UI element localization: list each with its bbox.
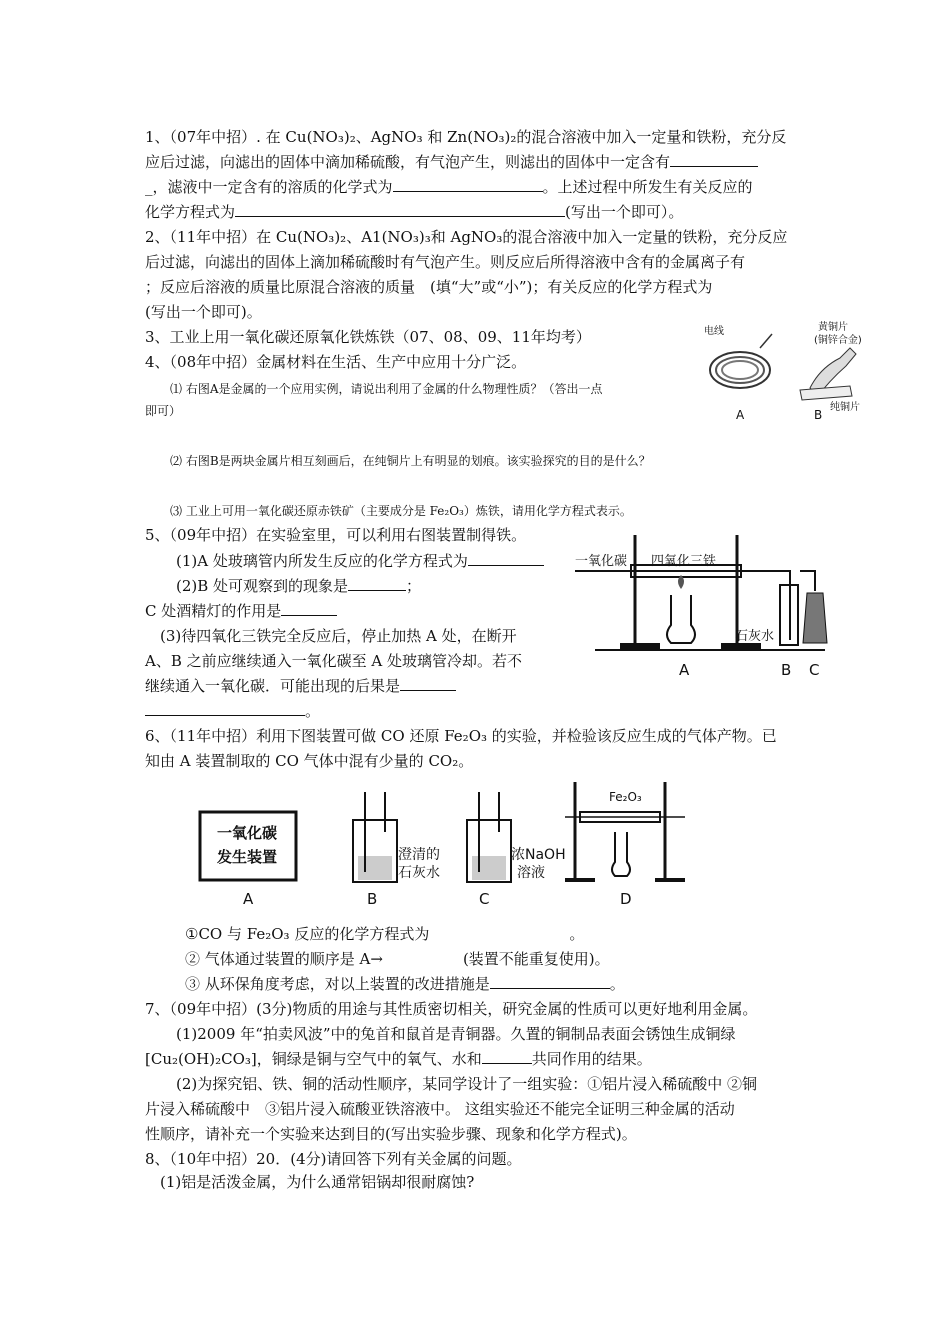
q6-line-1: 6、（11年中招）利用下图装置可做 CO 还原 Fe₂O₃ 的实验，并检验该反应生成的气体产物。已 (145, 727, 777, 745)
q4-sub-3: ⑶ 工业上可用一氧化碳还原赤铁矿（主要成分是 Fe₂O₃）炼铁，请用化学方程式表示。 (170, 504, 632, 518)
q5-line-3 (176, 575, 421, 597)
q1-line-1: 1、（07年中招）. 在 Cu(NO₃)₂、AgNO₃ 和 Zn(NO₃)₂的混合溶液中加入一定量和铁粉，充分反 (145, 128, 787, 146)
caption-c: C (479, 890, 490, 908)
q5-text: C 处酒精灯的作用是 (145, 602, 282, 620)
q2-line-3: ；反应后溶液的质量比原混合溶液的质量 (填“大”或“小”)；有关反应的化学方程式为 (145, 278, 713, 296)
q2-line-2: 后过滤，向滤出的固体上滴加稀硫酸时有气泡产生。则反应后所得溶液中含有的金属离子有 (145, 253, 746, 271)
q7-blank-1[interactable] (482, 1049, 532, 1064)
naoh-line1: 浓NaOH (511, 847, 566, 863)
q1-text: _，滤液中一定含有的溶质的化学式为 (145, 178, 393, 196)
q1-blank-3[interactable] (235, 202, 565, 217)
q5-line-4 (145, 600, 337, 622)
q5-line-1: 5、（09年中招）在实验室里，可以利用右图装置制得铁。 (145, 526, 527, 544)
q5-text: (1)A 处玻璃管内所发生反应的化学方程式为 (176, 552, 468, 570)
box-a-line2: 发生装置 (217, 848, 278, 866)
q1-text: 化学方程式为 (145, 203, 236, 221)
q4-sub-1-cont: 即可） (145, 404, 182, 418)
q7-line-4: (2)为探究铝、铁、铜的活动性顺序，某同学设计了一组实验：①铝片浸入稀硫酸中 ②铜 (176, 1075, 758, 1093)
q6-blank-3[interactable] (490, 974, 610, 989)
naoh-line2: 溶液 (517, 865, 545, 881)
q7-line-2: (1)2009 年“拍卖风波”中的兔首和鼠首是青铜器。久置的铜制品表面会锈蚀生成铜绿 (176, 1025, 736, 1043)
q3-line-1: 3、工业上用一氧化碳还原氧化铁炼铁（07、08、09、11年均考） (145, 328, 591, 346)
q6-text: (装置不能重复使用)。 (462, 950, 610, 968)
q1-text: 。上述过程中所发生有关反应的 (542, 178, 753, 196)
caption-c: C (809, 661, 820, 679)
figure-caption-b: B (814, 408, 823, 422)
q5-blank-4[interactable] (400, 676, 456, 691)
q5-text: (2)B 处可观察到的现象是 (176, 577, 349, 595)
q1-line-3 (145, 176, 753, 198)
q7-line-6: 性顺序，请补充一个实验来达到目的(写出实验步骤、现象和化学方程式)。 (145, 1125, 637, 1143)
co-label: 一氧化碳 (575, 554, 628, 569)
q6-answer-2 (185, 948, 610, 970)
q7-line-1: 7、（09年中招）(3分)物质的用途与其性质密切相关，研究金属的性质可以更好地利用金属。 (145, 1000, 758, 1018)
limewater-label: 石灰水 (735, 629, 775, 644)
caption-a: A (243, 890, 254, 908)
q5-line-2 (176, 550, 544, 572)
q6-text: ② 气体通过装置的顺序是 A→ (185, 950, 383, 968)
caption-b: B (781, 661, 792, 679)
q4-sub-1: ⑴ 右图A是金属的一个应用实例，请说出利用了金属的什么物理性质？（答出一点 (170, 382, 603, 396)
figure-caption-a: A (736, 408, 745, 422)
q2-line-1: 2、（11年中招）在 Cu(NO₃)₂、A1(NO₃)₃和 AgNO₃的混合溶液中加入一定量的铁粉，充分反应 (145, 228, 788, 246)
q5-apparatus-figure (575, 525, 840, 685)
limewater-line1: 澄清的 (398, 847, 440, 863)
q8-line-2: (1)铝是活泼金属，为什么通常铝锅却很耐腐蚀? (160, 1173, 475, 1191)
iron-reduction-apparatus (575, 525, 840, 685)
q1-text: (写出一个即可）。 (565, 203, 684, 221)
q7-text: 共同作用的结果。 (531, 1050, 652, 1068)
q5-blank-5[interactable] (145, 701, 305, 716)
q6-text: ③ 从环保角度考虑，对以上装置的改进措施是 (185, 975, 490, 993)
q6-answer-3 (185, 973, 625, 995)
copper-label: 纯铜片 (830, 402, 860, 413)
q4-line-1: 4、（08年中招）金属材料在生活、生产中应用十分广泛。 (145, 353, 527, 371)
q5-line-8 (145, 700, 320, 722)
caption-a: A (679, 661, 690, 679)
q6-line-2: 知由 A 装置制取的 CO 气体中混有少量的 CO₂。 (145, 752, 474, 770)
alloy-label: (铜锌合金) (814, 335, 862, 346)
q4-figure (700, 318, 870, 428)
q1-blank-1[interactable] (670, 152, 758, 167)
caption-d: D (620, 890, 632, 908)
q5-line-5: (3)待四氧化三铁完全反应后，停止加热 A 处，在断开 (160, 627, 517, 645)
q5-blank-3[interactable] (281, 601, 337, 616)
q1-blank-2[interactable] (393, 177, 543, 192)
fe3o4-label: 四氧化三铁 (651, 554, 717, 569)
q8-line-1: 8、（10年中招）20．(4分)请回答下列有关金属的问题。 (145, 1150, 522, 1168)
q5-line-7 (145, 675, 456, 697)
q5-blank-2[interactable] (348, 576, 406, 591)
q7-line-3 (145, 1048, 652, 1070)
q6-text: 。 (569, 925, 585, 943)
q5-text: 。 (305, 702, 321, 720)
q7-text: [Cu₂(OH)₂CO₃]，铜绿是铜与空气中的氧气、水和 (145, 1050, 482, 1068)
q6-apparatus-figure (195, 772, 685, 912)
q5-blank-1[interactable] (468, 551, 544, 566)
q6-answer-1 (185, 923, 584, 945)
q7-line-5: 片浸入稀硫酸中 ③铝片浸入硫酸亚铁溶液中。 这组实验还不能完全证明三种金属的活动 (145, 1100, 735, 1118)
box-a-line1: 一氧化碳 (217, 824, 278, 842)
limewater-line2: 石灰水 (398, 865, 440, 881)
q6-text: ①CO 与 Fe₂O₃ 反应的化学方程式为 (185, 925, 430, 943)
q1-line-2 (145, 151, 758, 173)
q2-line-4: (写出一个即可)。 (145, 303, 262, 321)
q5-line-6: A、B 之前应继续通入一氧化碳至 A 处玻璃管冷却。若不 (145, 652, 522, 670)
brass-label: 黄铜片 (818, 322, 848, 333)
q5-text: ； (406, 577, 422, 595)
q5-text: 继续通入一氧化碳．可能出现的后果是 (145, 677, 401, 695)
fe2o3-label: Fe₂O₃ (609, 790, 642, 804)
wire-label: 电线 (704, 326, 724, 337)
q1-line-4 (145, 201, 683, 223)
caption-b: B (367, 890, 378, 908)
q6-text: 。 (609, 975, 625, 993)
q1-text: 应后过滤，向滤出的固体中滴加稀硫酸，有气泡产生，则滤出的固体中一定含有 (145, 153, 671, 171)
q4-sub-2: ⑵ 右图B是两块金属片相互刻画后，在纯铜片上有明显的划痕。该实验探究的目的是什么？ (170, 454, 651, 468)
